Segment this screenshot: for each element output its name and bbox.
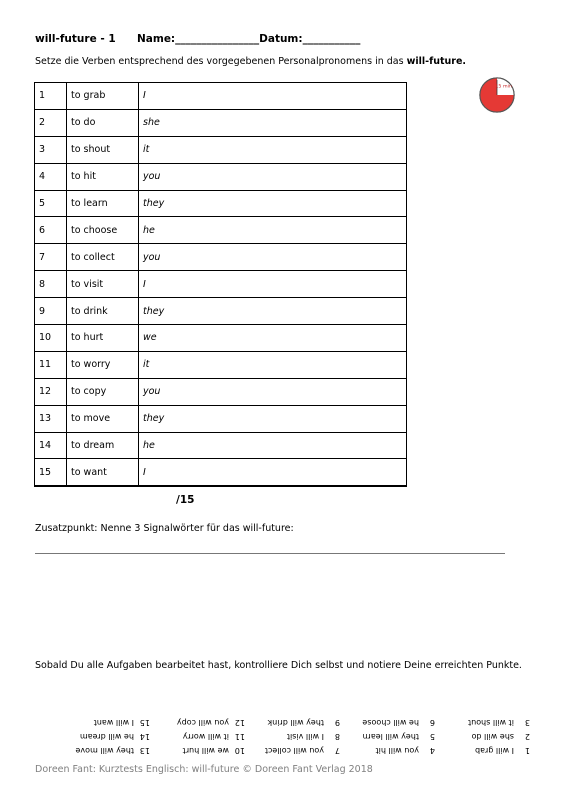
exercise-verb: to move <box>67 405 139 432</box>
exercise-verb: to visit <box>67 271 139 298</box>
exercise-row <box>35 298 407 325</box>
exercise-number: 11 <box>35 351 67 378</box>
answer-item <box>475 746 530 755</box>
exercise-row <box>35 163 407 190</box>
answer-number: 10 <box>234 746 245 755</box>
exercise-number: 3 <box>35 136 67 163</box>
footer-copyright: Doreen Fant: Kurztests Englisch: will-future © Doreen Fant Verlag 2018 <box>35 764 373 775</box>
exercise-number: 2 <box>35 109 67 136</box>
instruction-bold: will-future. <box>406 56 467 67</box>
exercise-verb: to choose <box>67 217 139 244</box>
answer-text: they will move <box>75 746 134 755</box>
answer-item <box>265 746 340 755</box>
exercise-row <box>35 83 407 110</box>
exercise-verb: to learn <box>67 190 139 217</box>
exercise-pronoun: I <box>139 459 407 486</box>
answer-text: you will hit <box>375 746 419 755</box>
answer-text: I will want <box>93 718 134 727</box>
answer-text: they will learn <box>362 732 419 741</box>
self-check-notice: Sobald Du alle Aufgaben bearbeitet hast, kontrolliere Dich selbst und notiere Deine erreichten Punkte. <box>35 660 522 671</box>
answer-text: I will grab <box>474 746 514 755</box>
answer-number: 1 <box>524 746 530 755</box>
answer-item <box>183 732 245 741</box>
answer-key <box>60 713 530 755</box>
exercise-row <box>35 351 407 378</box>
exercise-number: 4 <box>35 163 67 190</box>
answer-number: 8 <box>334 732 340 741</box>
answer-number: 13 <box>139 746 150 755</box>
exercise-verb: to hurt <box>67 325 139 352</box>
exercise-number: 10 <box>35 325 67 352</box>
exercise-pronoun: they <box>139 298 407 325</box>
answer-number: 14 <box>139 732 150 741</box>
exercise-number: 7 <box>35 244 67 271</box>
answer-item <box>362 718 435 727</box>
exercise-pronoun: they <box>139 405 407 432</box>
clock-icon <box>478 76 516 114</box>
exercise-verb: to grab <box>67 83 139 110</box>
exercise-row <box>35 405 407 432</box>
instruction-text <box>35 56 466 67</box>
exercise-pronoun: you <box>139 244 407 271</box>
answer-text: he will choose <box>362 718 419 727</box>
exercise-pronoun: you <box>139 163 407 190</box>
answer-text: he will dream <box>79 732 134 741</box>
exercise-pronoun: I <box>139 271 407 298</box>
exercise-row <box>35 325 407 352</box>
answer-row <box>60 741 530 755</box>
exercise-pronoun: he <box>139 432 407 459</box>
exercise-row <box>35 271 407 298</box>
exercise-pronoun: it <box>139 351 407 378</box>
exercise-verb: to want <box>67 459 139 486</box>
answer-number: 6 <box>429 718 435 727</box>
exercise-pronoun: you <box>139 378 407 405</box>
answer-item <box>363 732 435 741</box>
exercise-number: 12 <box>35 378 67 405</box>
answer-line <box>35 553 505 554</box>
answer-number: 3 <box>524 718 530 727</box>
answer-text: it will worry <box>182 732 229 741</box>
answer-number: 15 <box>139 718 150 727</box>
exercise-pronoun: they <box>139 190 407 217</box>
exercise-pronoun: it <box>139 136 407 163</box>
answer-item <box>177 718 245 727</box>
exercise-row <box>35 217 407 244</box>
exercise-number: 8 <box>35 271 67 298</box>
answer-text: I will visit <box>286 732 324 741</box>
answer-text: you will copy <box>176 718 229 727</box>
exercise-verb: to hit <box>67 163 139 190</box>
exercise-number: 15 <box>35 459 67 486</box>
exercise-pronoun: she <box>139 109 407 136</box>
exercise-row <box>35 244 407 271</box>
answer-item <box>472 732 530 741</box>
name-field-label: Name:________________ <box>137 33 260 45</box>
answer-row <box>60 713 530 727</box>
exercise-row <box>35 459 407 486</box>
exercise-verb: to do <box>67 109 139 136</box>
answer-item <box>268 718 340 727</box>
exercise-row <box>35 136 407 163</box>
exercise-number: 1 <box>35 83 67 110</box>
exercise-verb: to worry <box>67 351 139 378</box>
answer-text: it will shout <box>468 718 514 727</box>
exercise-verb: to drink <box>67 298 139 325</box>
exercise-table <box>34 82 407 487</box>
exercise-verb: to dream <box>67 432 139 459</box>
exercise-verb: to shout <box>67 136 139 163</box>
exercise-number: 5 <box>35 190 67 217</box>
answer-number: 4 <box>429 746 435 755</box>
svg-text:15 min: 15 min <box>495 84 512 90</box>
exercise-row <box>35 378 407 405</box>
score-label: /15 <box>176 494 195 506</box>
answer-text: you will collect <box>264 746 324 755</box>
exercise-number: 6 <box>35 217 67 244</box>
answer-item <box>376 746 435 755</box>
answer-number: 11 <box>234 732 245 741</box>
answer-text: they will drink <box>267 718 324 727</box>
answer-item <box>468 718 530 727</box>
answer-item <box>80 732 150 741</box>
answer-row <box>60 727 530 741</box>
exercise-pronoun: he <box>139 217 407 244</box>
exercise-row <box>35 432 407 459</box>
answer-number: 5 <box>429 732 435 741</box>
answer-number: 12 <box>234 718 245 727</box>
exercise-pronoun: we <box>139 325 407 352</box>
exercise-row <box>35 109 407 136</box>
instruction-main: Setze die Verben entsprechend des vorgegebenen Personalpronomens in das <box>35 56 407 67</box>
exercise-verb: to copy <box>67 378 139 405</box>
answer-number: 2 <box>524 732 530 741</box>
exercise-verb: to collect <box>67 244 139 271</box>
answer-number: 9 <box>334 718 340 727</box>
worksheet-header <box>35 33 360 45</box>
date-field-label: Datum:___________ <box>259 33 361 45</box>
answer-text: she will do <box>471 732 514 741</box>
answer-item <box>75 746 150 755</box>
answer-number: 7 <box>334 746 340 755</box>
bonus-question: Zusatzpunkt: Nenne 3 Signalwörter für das will-future: <box>35 523 294 534</box>
answer-text: we will hurt <box>182 746 229 755</box>
answer-item <box>287 732 340 741</box>
exercise-number: 14 <box>35 432 67 459</box>
answer-item <box>183 746 245 755</box>
exercise-pronoun: I <box>139 83 407 110</box>
exercise-number: 9 <box>35 298 67 325</box>
exercise-row <box>35 190 407 217</box>
answer-item <box>94 718 150 727</box>
exercise-number: 13 <box>35 405 67 432</box>
worksheet-title: will-future - 1 <box>35 33 116 45</box>
